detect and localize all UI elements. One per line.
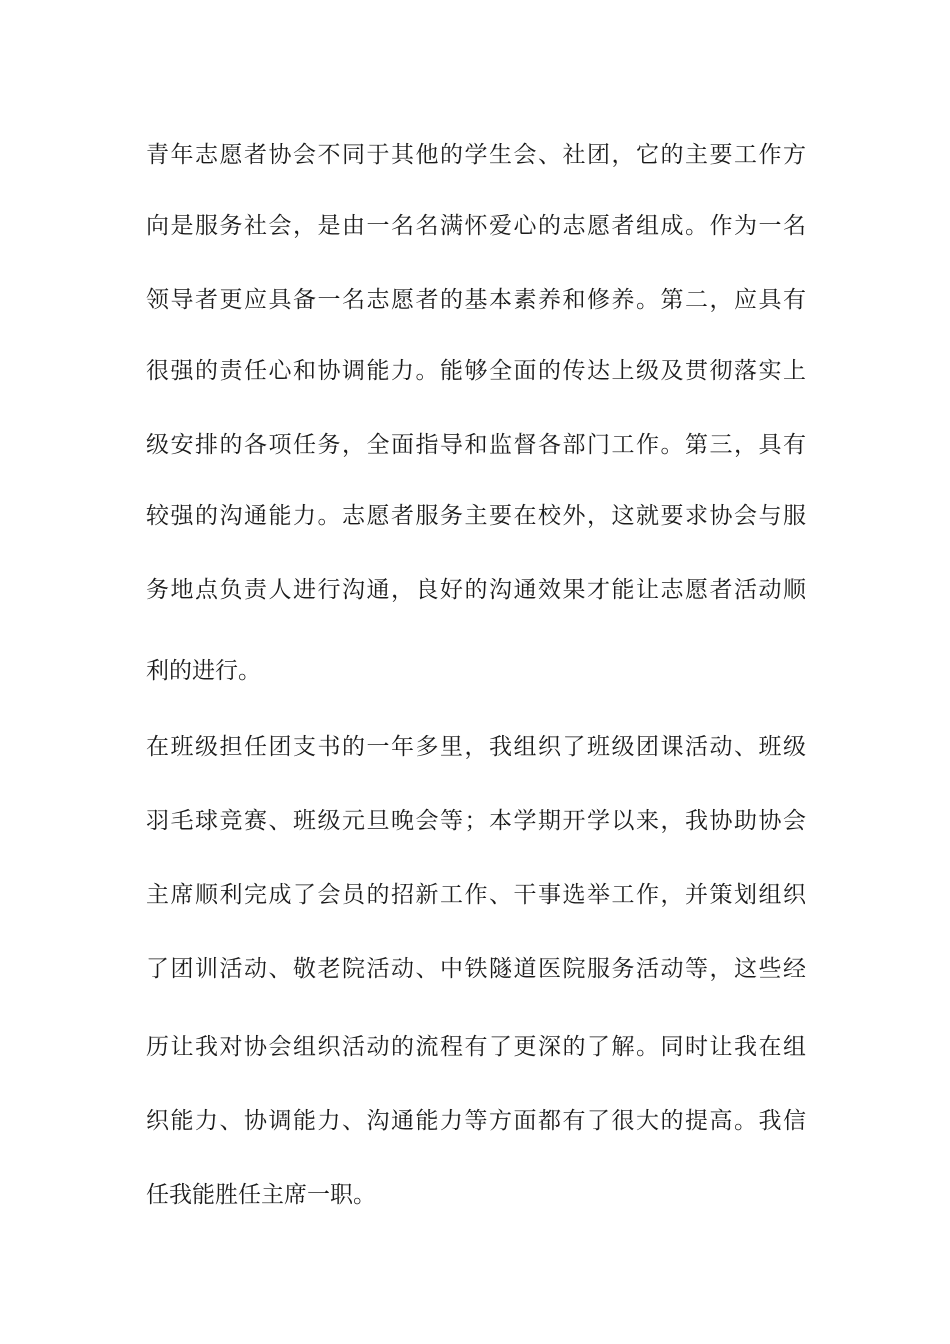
- paragraph-line: 青年志愿者协会不同于其他的学生会、社团，它的主要工作方: [146, 142, 806, 168]
- paragraph-line: 任我能胜任主席一职。: [146, 1182, 376, 1208]
- paragraph-line: 向是服务社会，是由一名名满怀爱心的志愿者组成。作为一名: [146, 213, 806, 239]
- paragraph-line: 历让我对协会组织活动的流程有了更深的了解。同时让我在组: [146, 1034, 806, 1060]
- paragraph-line: 织能力、协调能力、沟通能力等方面都有了很大的提高。我信: [146, 1108, 806, 1134]
- paragraph-line: 级安排的各项任务，全面指导和监督各部门工作。第三，具有: [146, 432, 806, 458]
- paragraph-line: 较强的沟通能力。志愿者服务主要在校外，这就要求协会与服: [146, 503, 806, 529]
- paragraph-line: 在班级担任团支书的一年多里，我组织了班级团课活动、班级: [146, 734, 806, 760]
- paragraph-line: 务地点负责人进行沟通，良好的沟通效果才能让志愿者活动顺: [146, 577, 806, 603]
- paragraph-line: 很强的责任心和协调能力。能够全面的传达上级及贯彻落实上: [146, 358, 806, 384]
- paragraph-line: 主席顺利完成了会员的招新工作、干事选举工作，并策划组织: [146, 882, 806, 908]
- paragraph-line: 利的进行。: [146, 658, 261, 684]
- paragraph-line: 了团训活动、敬老院活动、中铁隧道医院服务活动等，这些经: [146, 956, 806, 982]
- paragraph-line: 羽毛球竞赛、班级元旦晚会等；本学期开学以来，我协助协会: [146, 808, 806, 834]
- paragraph-line: 领导者更应具备一名志愿者的基本素养和修养。第二，应具有: [146, 287, 806, 313]
